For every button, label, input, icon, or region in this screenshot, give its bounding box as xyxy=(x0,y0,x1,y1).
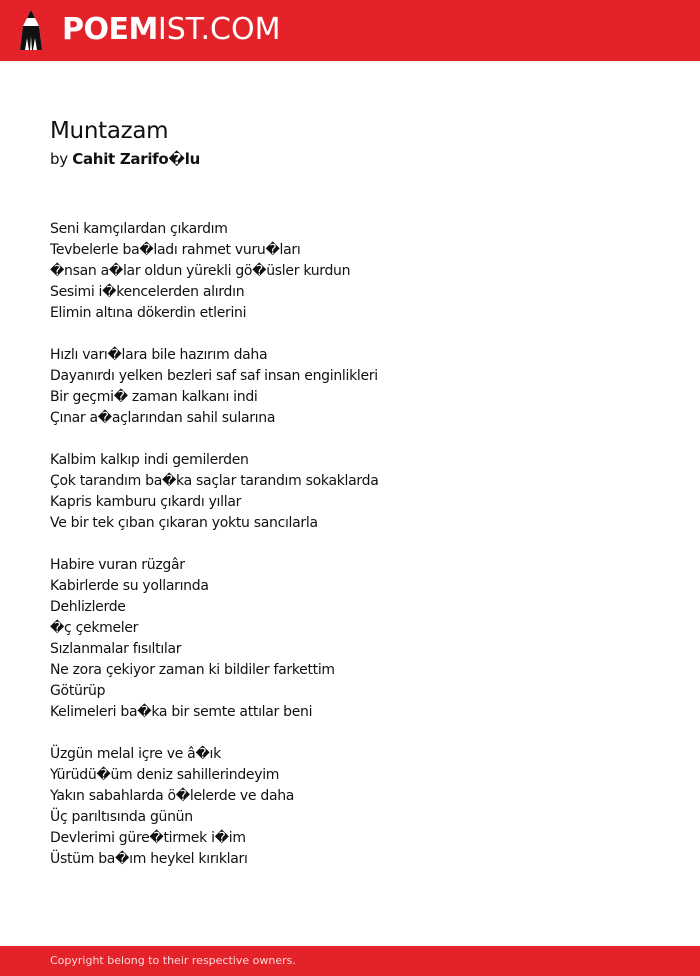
poem-line: Kabirlerde su yollarında xyxy=(50,578,209,594)
poem-line: Seni kamçılardan çıkardım xyxy=(50,221,228,237)
stanza-1 xyxy=(50,219,650,324)
poem-line: Devlerimi güre�tirmek i�im xyxy=(50,830,246,846)
logo-bold-text: POEM xyxy=(62,12,158,47)
poem-line: Sesimi i�kencelerden alırdın xyxy=(50,284,245,300)
poem-line: Yürüdü�üm deniz sahillerindeyim xyxy=(50,767,280,783)
by-label: by xyxy=(50,150,68,168)
poem-line: Habire vuran rüzgâr xyxy=(50,557,185,573)
stanza-5 xyxy=(50,744,650,870)
poem-line: Elimin altına dökerdin etlerini xyxy=(50,305,247,321)
poem-line: Üstüm ba�ım heykel kırıkları xyxy=(50,851,248,867)
stanza-4 xyxy=(50,555,650,723)
stanza-2 xyxy=(50,345,650,429)
poem-line: Ne zora çekiyor zaman ki bildiler farkettim xyxy=(50,662,335,678)
poem-title: Muntazam xyxy=(50,118,169,144)
logo-thin-text: IST.COM xyxy=(157,12,281,47)
poem-line: Kalbim kalkıp indi gemilerden xyxy=(50,452,249,468)
poem-line: Yakın sabahlarda ö�lelerde ve daha xyxy=(50,788,295,804)
copyright-text: Copyright belong to their respective owners. xyxy=(50,954,296,967)
poem-body xyxy=(50,219,650,891)
poem-line: Hızlı varı�lara bile hazırım daha xyxy=(50,347,268,363)
pencil-icon[interactable] xyxy=(18,10,44,52)
poem-line: Dehlizlerde xyxy=(50,599,126,615)
poem-line: Götürüp xyxy=(50,683,106,699)
poem-line: Üç parıltısında günün xyxy=(50,809,193,825)
poem-line: �nsan a�lar oldun yürekli gö�üsler kurdun xyxy=(50,263,351,279)
author-name: Cahit Zarifo�lu xyxy=(72,150,201,168)
poem-line: Çok tarandım ba�ka saçlar tarandım sokaklarda xyxy=(50,473,379,489)
poem-line: �ç çekmeler xyxy=(50,620,139,636)
poem-line: Sızlanmalar fısıltılar xyxy=(50,641,182,657)
site-footer xyxy=(0,946,700,976)
poem-line: Ve bir tek çıban çıkaran yoktu sancılarla xyxy=(50,515,318,531)
byline xyxy=(50,149,200,169)
poem-line: Bir geçmi� zaman kalkanı indi xyxy=(50,389,258,405)
poem-line: Tevbelerle ba�ladı rahmet vuru�ları xyxy=(50,242,301,258)
site-header xyxy=(0,0,700,61)
poem-line: Dayanırdı yelken bezleri saf saf insan enginlikleri xyxy=(50,368,378,384)
poem-line: Çınar a�açlarından sahil sularına xyxy=(50,410,276,426)
poem-line: Üzgün melal içre ve â�ık xyxy=(50,746,221,762)
poem-line: Kelimeleri ba�ka bir semte attılar beni xyxy=(50,704,313,720)
poem-line: Kapris kamburu çıkardı yıllar xyxy=(50,494,242,510)
site-logo[interactable] xyxy=(62,12,280,48)
stanza-3 xyxy=(50,450,650,534)
